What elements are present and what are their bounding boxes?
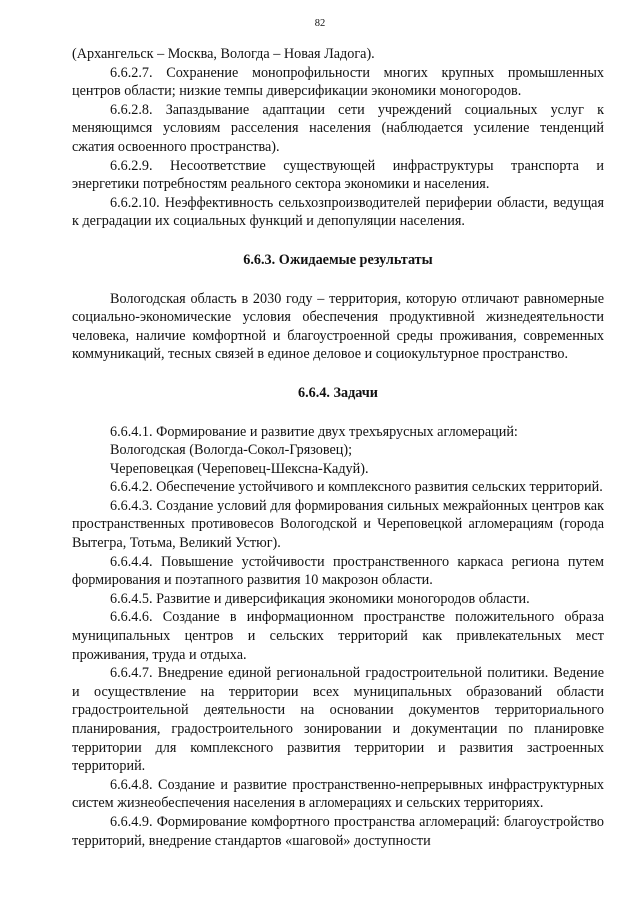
section-heading-tasks: 6.6.4. Задачи xyxy=(298,384,378,401)
paragraph-6-6-2-10: 6.6.2.10. Неэффективность сельхозпроизводителей периферии области, ведущая к деградации их социальных функций и депопуляции населения. xyxy=(72,194,604,230)
paragraph-continuation: (Архангельск – Москва, Вологда – Новая Ладога). xyxy=(72,46,375,62)
section-heading-results: 6.6.3. Ожидаемые результаты xyxy=(243,251,433,268)
task-6-6-4-6: 6.6.4.6. Создание в информационном пространстве положительного образа муниципальных центров и сельских территорий как привлекательных мест проживания, труда и отдыха. xyxy=(72,609,604,663)
task-agglomeration-cherepovets: Череповецкая (Череповец-Шексна-Кадуй). xyxy=(110,460,369,477)
task-6-6-4-8: 6.6.4.8. Создание и развитие пространственно-непрерывных инфраструктурных систем жизнеобеспечения населения в агломерациях и сельских территориях. xyxy=(72,776,604,812)
paragraph-results: Вологодская область в 2030 году – территория, которую отличают равномерные социально-экономические условия обеспечения продуктивной жизнедеятельности человека, наличие комфортной и благоустроенной среды проживания, современных коммуникаций, тесных связей в единое деловое и социокультурное пространство. xyxy=(72,290,604,363)
task-agglomeration-vologda: Вологодская (Вологда-Сокол-Грязовец); xyxy=(110,442,353,459)
task-6-6-4-1: 6.6.4.1. Формирование и развитие двух трехъярусных агломераций: xyxy=(110,423,518,440)
paragraph-6-6-2-9: 6.6.2.9. Несоответствие существующей инфраструктуры транспорта и энергетики потребностям реального сектора экономики и населения. xyxy=(72,157,604,193)
paragraph-6-6-2-8: 6.6.2.8. Запаздывание адаптации сети учреждений социальных услуг к меняющимся условиям расселения населения (наблюдается усиление тенденций сжатия освоенного пространства). xyxy=(72,101,604,155)
task-6-6-4-4: 6.6.4.4. Повышение устойчивости пространственного каркаса региона путем формирования и поэтапного развития 10 макрозон области. xyxy=(72,553,604,589)
page-number: 82 xyxy=(314,18,326,29)
task-6-6-4-9: 6.6.4.9. Формирование комфортного пространства агломераций: благоустройство территорий, внедрение стандартов «шаговой» доступности xyxy=(72,813,604,849)
document-body xyxy=(72,45,604,850)
task-6-6-4-3: 6.6.4.3. Создание условий для формирования сильных межрайонных центров как пространственных противовесов Вологодской и Череповецкой агломерациям (города Вытегра, Тотьма, Великий Устюг). xyxy=(72,497,604,552)
task-6-6-4-7: 6.6.4.7. Внедрение единой региональной градостроительной политики. Ведение и осуществление на территории всех муниципальных образований области градостроительной деятельности на основании документов территориального планирования, градостроительного зонировании и документации по планировке территории для комплексного развития территории и развития застроенных территорий. xyxy=(72,665,604,775)
paragraph-6-6-2-7: 6.6.2.7. Сохранение монопрофильности многих крупных промышленных центров области; низкие темпы диверсификации экономики моногородов. xyxy=(72,64,604,100)
task-6-6-4-2: 6.6.4.2. Обеспечение устойчивого и комплексного развития сельских территорий. xyxy=(110,479,603,496)
task-6-6-4-5: 6.6.4.5. Развитие и диверсификация экономики моногородов области. xyxy=(110,590,530,607)
